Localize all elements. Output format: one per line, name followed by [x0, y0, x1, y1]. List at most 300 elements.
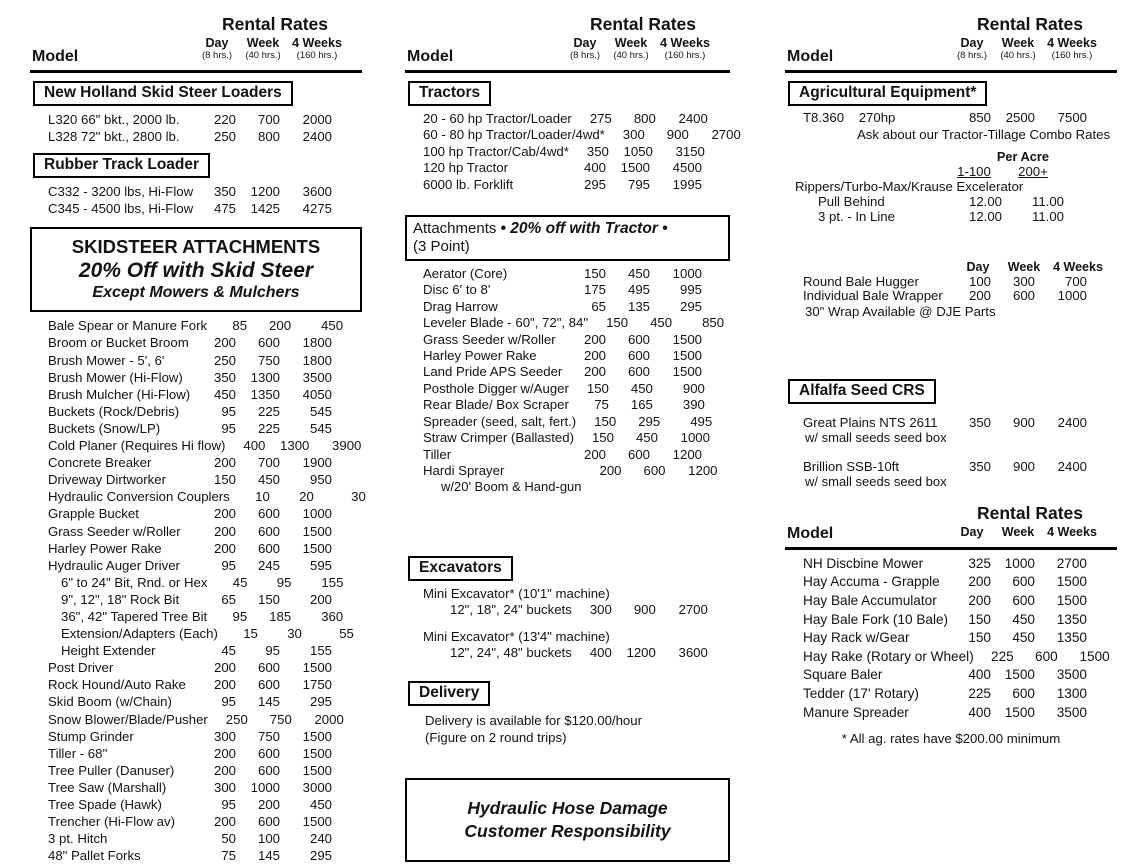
row-sublabel: w/20' Boom & Hand-gun — [441, 479, 582, 495]
row-label: Mini Excavator* (10'1" machine) — [423, 585, 610, 601]
section-title-rubber-track: Rubber Track Loader — [33, 153, 210, 178]
table-row — [30, 386, 362, 403]
week-rate: 450 — [1012, 611, 1035, 627]
table-row — [405, 645, 730, 661]
rates-header-hay — [785, 503, 1117, 547]
table-row — [405, 629, 730, 645]
day-rate: 220 — [213, 112, 236, 127]
table-row — [785, 194, 1117, 209]
row-label: Tree Puller (Danuser) — [48, 762, 175, 778]
table-row — [30, 625, 362, 642]
section-title-attachments — [405, 215, 730, 261]
rates-columns-left — [194, 14, 356, 61]
day-rate: 10 — [255, 489, 270, 505]
day-rate: 350 — [968, 458, 991, 474]
day-rate: 75 — [594, 397, 609, 413]
table-row — [30, 317, 362, 334]
row-label: Tree Saw (Marshall) — [48, 779, 167, 795]
table-row — [405, 586, 730, 602]
four-week-rate: 3600 — [302, 184, 332, 200]
row-label: Tedder (17' Rotary) — [803, 685, 919, 701]
four-week-rate: 1500 — [1079, 648, 1110, 664]
row-label — [423, 619, 566, 629]
row-label: Stump Grinder — [48, 728, 134, 744]
table-row — [785, 573, 1117, 592]
four-week-rate: 1000 — [672, 266, 702, 282]
day-rate: 300 — [589, 602, 612, 618]
row-label: Grass Seeder w/Roller — [48, 523, 181, 539]
four-week-rate: 295 — [309, 694, 332, 710]
row-label: 12", 24", 48" buckets — [450, 644, 572, 660]
row-label: Hay Rake (Rotary or Wheel) — [803, 648, 974, 664]
table-row — [405, 127, 741, 143]
four-week-rate: 1900 — [302, 455, 332, 471]
four-week-rate: 2400 — [1057, 414, 1087, 430]
row-label: Individual Bale Wrapper — [803, 288, 943, 304]
table-row — [30, 591, 362, 608]
row-label: Tiller - 68'' — [48, 745, 108, 761]
table-row — [405, 364, 730, 380]
four-week-rate: 2700 — [678, 602, 708, 618]
row-label: Trencher (Hi-Flow av) — [48, 814, 176, 830]
four-week-rate: 595 — [309, 557, 332, 573]
day-rate: 150 — [591, 430, 614, 446]
acres-200-plus-heading: 200+ — [1018, 163, 1048, 179]
day-rate: 95 — [221, 420, 236, 436]
table-row — [405, 447, 730, 463]
table-row — [405, 144, 730, 160]
four-week-rate: 295 — [309, 848, 332, 864]
day-rate: 150 — [583, 266, 606, 282]
row-label: Brush Mower (Hi-Flow) — [48, 369, 183, 385]
four-week-rate: 900 — [682, 380, 705, 396]
row-label: 6000 lb. Forklift — [423, 176, 514, 192]
row-label: Tree Spade (Hawk) — [48, 797, 162, 812]
skidsteer-attachments-banner — [30, 227, 362, 312]
day-rate: 300 — [622, 127, 645, 143]
table-row — [405, 602, 730, 618]
banner-title: SKIDSTEER ATTACHMENTS — [71, 236, 321, 258]
four-week-rate: 1500 — [672, 364, 702, 380]
four-week-rate: 3500 — [302, 369, 332, 385]
table-row — [30, 183, 362, 200]
rubber-track-table — [30, 183, 362, 217]
four-week-rate: 2400 — [678, 111, 708, 126]
table-row — [30, 659, 362, 676]
row-label: T8.360 270hp — [803, 110, 896, 125]
day-rate: 200 — [213, 506, 236, 522]
table-row — [785, 629, 1117, 648]
week-rate: 150 — [257, 591, 280, 607]
table-row — [405, 332, 730, 348]
week-rate: 1425 — [250, 201, 280, 217]
day-rate: 200 — [213, 814, 236, 830]
day-rate: 150 — [968, 611, 991, 627]
day-rate: 295 — [583, 176, 606, 192]
row-label: NH Discbine Mower — [803, 555, 924, 571]
week-rate: 1000 — [250, 779, 280, 795]
four-week-rate: 200 — [309, 591, 332, 607]
row-label: Great Plains NTS 2611 w/ small seeds seed box — [803, 415, 951, 446]
row-label: Rear Blade/ Box Scraper — [423, 397, 569, 413]
week-rate: 800 — [633, 111, 656, 126]
row-label: Land Pride APS Seeder — [423, 364, 563, 380]
day-rate: 150 — [606, 315, 629, 331]
day-rate — [610, 586, 650, 602]
table-row — [30, 111, 362, 128]
row-label: Mini Excavator* (13'4" machine) — [423, 628, 610, 644]
table-row — [30, 352, 362, 369]
week-rate: 145 — [257, 848, 280, 864]
row-label: Hardi Sprayer w/20' Boom & Hand-gun — [423, 462, 582, 495]
day-rate: 200 — [213, 660, 236, 676]
week-rate: 225 — [257, 403, 280, 419]
week-rate: 600 — [627, 348, 650, 364]
row-label: 60 - 80 hp Tractor/Loader/4wd* — [423, 127, 605, 143]
day-rate: 45 — [221, 643, 236, 659]
row-label: Height Extender — [61, 643, 156, 659]
four-week-rate: 1500 — [672, 331, 702, 347]
four-week-rate: 450 — [321, 318, 344, 334]
rates-title: Rental Rates — [976, 14, 1083, 34]
table-row — [785, 111, 1117, 126]
table-row — [785, 648, 1117, 667]
row-label: Concrete Breaker — [48, 455, 152, 471]
row-label: Snow Blower/Blade/Pusher — [48, 711, 208, 727]
four-week-rate: 1000 — [302, 506, 332, 522]
model-heading: Model — [787, 48, 834, 65]
four-week-rate: 2000 — [314, 711, 344, 727]
acres-1-100-heading: 1-100 — [957, 163, 991, 179]
week-rate: 750 — [257, 728, 280, 744]
four-week-rate: 850 — [702, 315, 725, 331]
table-row — [405, 111, 730, 127]
table-row — [30, 574, 362, 591]
table-row — [30, 762, 362, 779]
table-row — [30, 334, 362, 351]
row-label: 36", 42" Tapered Tree Bit — [61, 608, 208, 624]
day-rate: 200 — [213, 745, 236, 761]
day-rate: 350 — [213, 184, 236, 200]
week-rate: 2500 — [1005, 110, 1035, 125]
table-row — [30, 454, 362, 471]
four-week-rate: 1200 — [672, 446, 702, 462]
day-rate: 225 — [991, 648, 1014, 664]
week-rate: 600 — [1012, 592, 1035, 608]
week-rate: 800 — [257, 129, 280, 145]
week-rate: 1350 — [250, 386, 280, 402]
column-agricultural — [785, 14, 1117, 746]
table-row — [785, 555, 1117, 574]
header-rule — [785, 547, 1117, 550]
week-rate: 600 — [257, 335, 280, 351]
four-week-rate: 450 — [309, 797, 332, 812]
attachments-three-point: (3 Point) — [413, 238, 470, 256]
table-row — [785, 611, 1117, 630]
table-row — [30, 813, 362, 830]
day-rate: 400 — [243, 438, 266, 454]
week-rate: 700 — [257, 112, 280, 127]
day-rate: 400 — [968, 704, 991, 720]
week-rate: 1000 — [1004, 555, 1035, 571]
four-week-rate: 4275 — [302, 201, 332, 217]
row-label: 12", 18", 24" buckets — [450, 602, 572, 618]
four-week-rate: 2400 — [302, 129, 332, 145]
four-week-rate: 545 — [309, 403, 332, 419]
day-rate: 225 — [968, 685, 991, 701]
day-rate: 150 — [594, 413, 617, 429]
week-heading: Week (40 hrs.) — [1000, 36, 1036, 61]
day-heading: Day (8 hrs.) — [956, 36, 988, 61]
row-label: L320 66" bkt., 2000 lb. — [48, 112, 180, 127]
day-heading: Day (8 hrs.) — [569, 36, 601, 61]
model-heading: Model — [32, 48, 79, 65]
table-row — [30, 557, 362, 574]
row-label: Aerator (Core) — [423, 266, 508, 282]
four-week-rate — [650, 619, 702, 629]
table-row — [30, 711, 362, 728]
table-row — [405, 282, 730, 298]
four-week-rate: 1000 — [1057, 288, 1087, 304]
row-label: Harley Power Rake — [48, 540, 162, 556]
row-label: C345 - 4500 lbs, Hi-Flow — [48, 201, 194, 217]
table-row — [30, 437, 362, 454]
four-week-rate: 2700 — [1056, 555, 1087, 571]
week-rate: 600 — [257, 677, 280, 693]
four-week-rate: 1500 — [302, 814, 332, 830]
week-heading: Week (40 hrs.) — [245, 36, 281, 61]
day-rate: 200 — [213, 455, 236, 471]
row-label: Brush Mulcher (Hi-Flow) — [48, 386, 191, 402]
row-label: Round Bale Hugger — [803, 273, 919, 289]
day-rate: 300 — [213, 728, 236, 744]
four-week-rate: 2000 — [302, 112, 332, 127]
week-rate: 600 — [627, 446, 650, 462]
row-label: Hay Bale Accumulator — [803, 592, 937, 608]
week-rate: 135 — [627, 298, 650, 314]
day-rate: 350 — [586, 143, 609, 159]
week-rate: 600 — [257, 540, 280, 556]
day-rate: 95 — [221, 557, 236, 573]
table-row — [30, 830, 362, 847]
table-row — [30, 128, 362, 145]
model-heading: Model — [787, 524, 834, 542]
four-week-rate: 1500 — [302, 523, 332, 539]
table-row — [785, 415, 1117, 446]
attachments-label: Attachments — [413, 220, 501, 238]
four-week-rate: 1500 — [302, 728, 332, 744]
table-row — [30, 369, 362, 386]
four-weeks-heading: 4 Weeks (160 hrs.) — [660, 36, 710, 61]
week-rate: 30 — [287, 626, 302, 642]
rate-column-headings — [949, 526, 1103, 539]
row-label: 3 pt. - In Line — [818, 208, 895, 224]
row-label: C332 - 3200 lbs, Hi-Flow — [48, 184, 194, 200]
row-label: Hydraulic Conversion Couplers — [48, 489, 230, 505]
four-week-rate: 1300 — [1056, 685, 1087, 701]
week-rate: 700 — [257, 455, 280, 471]
week-heading: Week — [1007, 259, 1041, 274]
row-label: 100 hp Tractor/Cab/4wd* — [423, 143, 569, 159]
day-heading: Day — [960, 524, 984, 539]
row-label: Rock Hound/Auto Rake — [48, 677, 186, 693]
day-rate: 175 — [583, 282, 606, 298]
row-label: Spreader (seed, salt, fert.) — [423, 413, 577, 429]
rate-1-100: 12.00 — [968, 193, 1002, 209]
row-label: Disc 6' to 8' — [423, 282, 491, 298]
day-rate: 15 — [243, 626, 258, 642]
section-title-agricultural: Agricultural Equipment* — [788, 81, 987, 106]
table-row — [30, 488, 366, 505]
column-tractors — [405, 14, 741, 862]
table-row — [30, 745, 362, 762]
week-rate: 450 — [1012, 630, 1035, 646]
four-week-rate: 1500 — [672, 348, 702, 364]
day-rate: 350 — [968, 414, 991, 430]
row-label: Manure Spreader — [803, 704, 909, 720]
week-rate: 165 — [630, 397, 653, 413]
four-week-rate: 1500 — [1056, 592, 1087, 608]
four-week-rate: 2400 — [1057, 458, 1087, 474]
four-week-rate: 1500 — [302, 540, 332, 556]
week-rate: 450 — [627, 266, 650, 282]
delivery-info — [405, 712, 730, 746]
table-row — [785, 209, 1117, 224]
week-rate: 1500 — [620, 160, 650, 176]
day-rate: 150 — [586, 380, 609, 396]
day-rate: 65 — [591, 298, 606, 314]
delivery-rate-line: Delivery is available for $120.00/hour — [425, 713, 642, 729]
row-label: Tiller — [423, 446, 452, 462]
table-row — [405, 619, 730, 629]
day-rate: 95 — [221, 403, 236, 419]
day-rate: 95 — [232, 608, 248, 624]
delivery-trips-line: (Figure on 2 round trips) — [425, 730, 567, 746]
week-rate: 95 — [265, 643, 280, 659]
day-rate: 50 — [221, 831, 236, 847]
week-rate: 600 — [257, 506, 280, 522]
table-row — [30, 471, 362, 488]
table-row — [30, 642, 362, 659]
four-week-rate: 3150 — [675, 143, 705, 159]
table-row — [785, 704, 1117, 723]
day-rate: 400 — [968, 667, 991, 683]
four-week-rate: 2700 — [711, 127, 741, 143]
table-row — [405, 315, 730, 331]
day-rate: 95 — [221, 797, 236, 812]
four-week-rate: 545 — [309, 420, 332, 436]
day-rate: 325 — [968, 555, 991, 571]
week-rate: 1300 — [250, 369, 280, 385]
four-week-rate: 3600 — [678, 644, 708, 660]
attachments-table — [405, 266, 730, 496]
week-rate: 1300 — [280, 438, 310, 454]
rate-1-100: 12.00 — [968, 208, 1002, 224]
week-rate: 450 — [650, 315, 673, 331]
table-row — [405, 177, 730, 193]
row-label: Cold Planer (Requires Hi flow) — [48, 438, 226, 454]
row-label: Harley Power Rake — [423, 348, 537, 364]
day-rate: 250 — [225, 711, 248, 727]
row-label: Broom or Bucket Broom — [48, 335, 189, 351]
week-rate: 20 — [299, 489, 314, 505]
table-row — [785, 275, 1117, 290]
four-week-rate: 1500 — [302, 660, 332, 676]
banner-exception: Except Mowers & Mulchers — [92, 284, 300, 302]
rate-column-headings — [562, 37, 716, 61]
week-rate: 300 — [1012, 273, 1035, 289]
four-week-rate: 3900 — [332, 438, 362, 454]
day-rate: 200 — [583, 364, 606, 380]
day-rate: 85 — [232, 318, 248, 334]
four-week-rate: 1500 — [302, 745, 332, 761]
week-rate: 245 — [257, 557, 280, 573]
day-rate: 100 — [968, 273, 991, 289]
four-week-rate: 390 — [682, 397, 705, 413]
day-rate: 150 — [968, 630, 991, 646]
skidsteer-attachments-table — [30, 317, 366, 864]
four-week-rate: 3500 — [1056, 704, 1087, 720]
week-rate — [650, 586, 694, 602]
week-heading: Week — [1001, 524, 1035, 539]
table-row — [405, 348, 730, 364]
week-rate: 900 — [633, 602, 656, 618]
section-title-excavators: Excavators — [408, 556, 513, 581]
day-rate: 200 — [213, 540, 236, 556]
week-rate: 95 — [276, 574, 292, 590]
table-row — [30, 420, 362, 437]
day-rate: 250 — [213, 352, 236, 368]
section-title-tractors: Tractors — [408, 81, 491, 106]
day-heading: Day — [966, 259, 990, 274]
day-rate: 45 — [232, 574, 248, 590]
week-rate: 750 — [269, 711, 292, 727]
four-week-rate: 4050 — [302, 386, 332, 402]
rippers-group-label: Rippers/Turbo-Max/Krause Excelerator — [795, 178, 1024, 194]
row-label: Pull Behind — [818, 193, 885, 209]
row-label: 20 - 60 hp Tractor/Loader — [423, 111, 572, 126]
four-week-rate: 3500 — [1056, 667, 1087, 683]
four-week-rate: 1200 — [688, 462, 718, 478]
table-row — [405, 381, 730, 397]
four-weeks-heading: 4 Weeks (160 hrs.) — [292, 36, 342, 61]
rates-title: Rental Rates — [589, 14, 696, 34]
notice-line-1: Hydraulic Hose Damage — [467, 798, 668, 819]
row-label: 48" Pallet Forks — [48, 848, 141, 864]
day-rate: 400 — [589, 644, 612, 660]
row-label: Hay Bale Fork (10 Bale) — [803, 611, 949, 627]
week-rate — [650, 629, 694, 645]
row-label: 9", 12", 18" Rock Bit — [61, 591, 180, 607]
banner-discount: 20% Off with Skid Steer — [78, 259, 314, 283]
per-acre-column-headings — [785, 164, 1117, 179]
week-rate: 600 — [257, 660, 280, 676]
ag-minimum-footnote: * All ag. rates have $200.00 minimum — [841, 731, 1061, 747]
day-rate: 250 — [213, 129, 236, 145]
week-heading: Week (40 hrs.) — [613, 36, 649, 61]
day-rate: 200 — [213, 677, 236, 693]
week-rate: 750 — [257, 352, 280, 368]
day-rate: 400 — [583, 160, 606, 176]
week-rate: 600 — [1012, 574, 1035, 590]
day-rate: 350 — [213, 369, 236, 385]
week-rate: 900 — [1012, 458, 1035, 474]
week-rate: 600 — [257, 814, 280, 830]
section-title-new-holland: New Holland Skid Steer Loaders — [33, 81, 293, 106]
week-rate: 295 — [638, 413, 661, 429]
section-title-delivery: Delivery — [408, 681, 490, 706]
day-heading: Day (8 hrs.) — [201, 36, 233, 61]
